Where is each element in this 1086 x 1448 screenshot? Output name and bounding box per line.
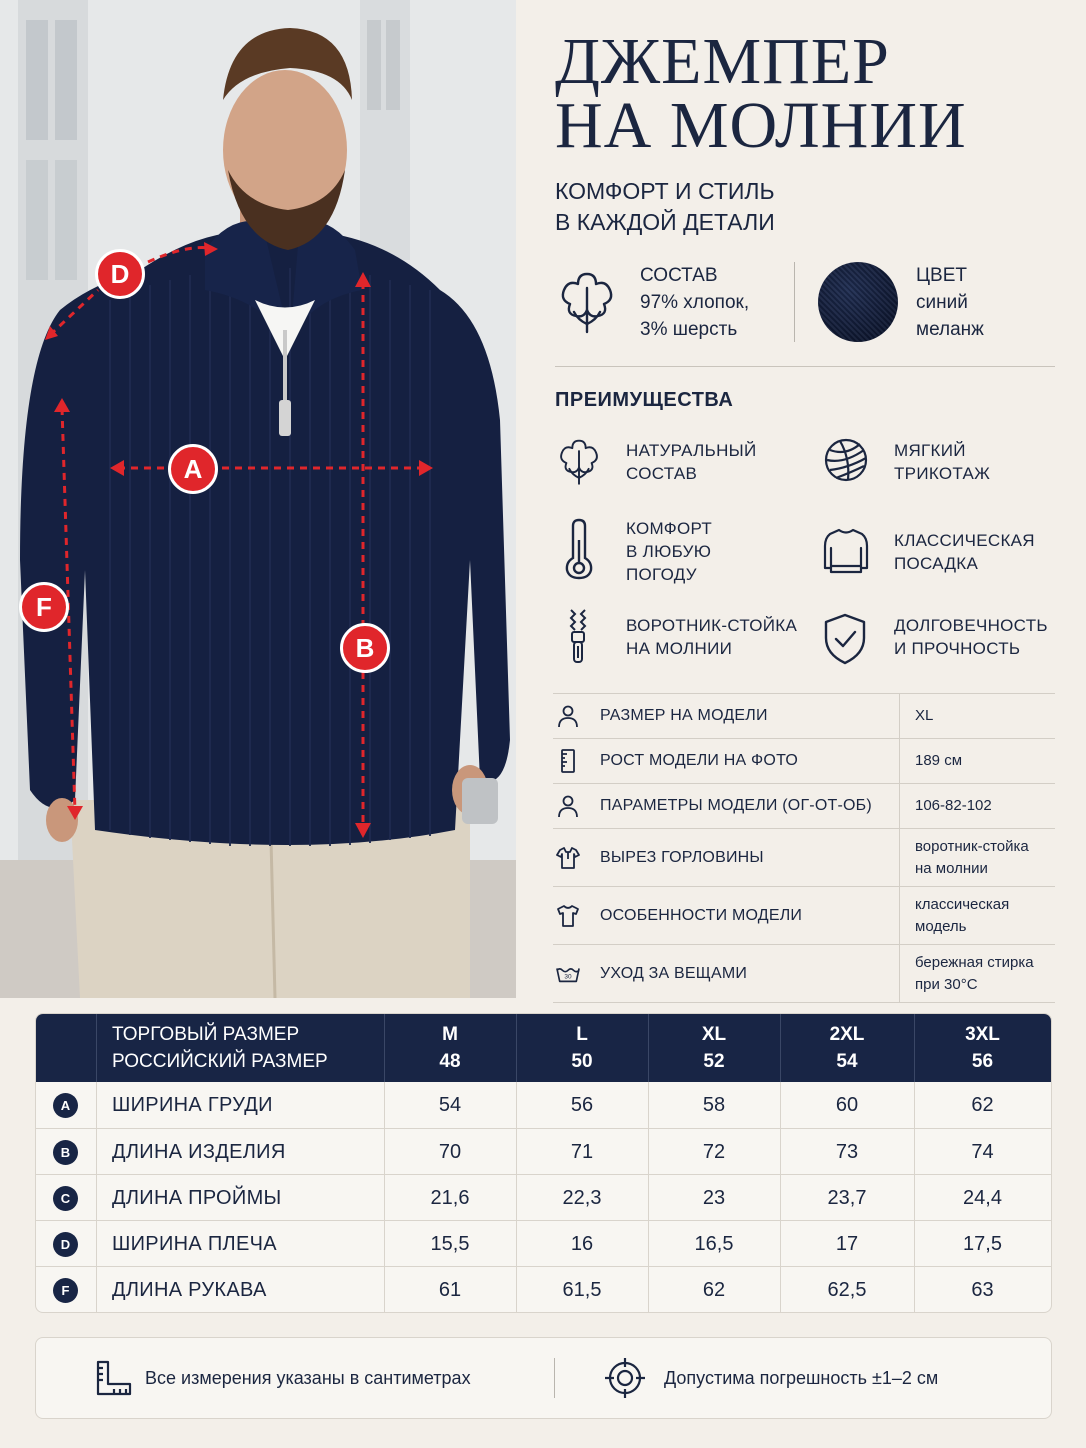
tshirt-icon xyxy=(556,904,580,928)
color-swatch xyxy=(818,262,898,342)
header-size-xl xyxy=(648,1021,780,1089)
advantage-line: МЯГКИЙ xyxy=(894,441,966,460)
advantage-natural xyxy=(626,439,757,485)
marker-a: A xyxy=(168,444,218,494)
measure-code-badge: A xyxy=(53,1093,78,1118)
measure-value: 72 xyxy=(702,1141,726,1163)
measure-value: 58 xyxy=(702,1094,726,1116)
measure-value: 70 xyxy=(438,1141,462,1163)
info-sep xyxy=(899,784,900,828)
info-value-line: модель xyxy=(915,917,967,935)
color xyxy=(916,262,984,343)
measure-name: ДЛИНА РУКАВА xyxy=(112,1279,267,1301)
header-size-l xyxy=(516,1021,648,1089)
size-trade: 3XL xyxy=(965,1024,1000,1045)
advantage-line: КОМФОРТ xyxy=(626,519,713,538)
measure-value: 17,5 xyxy=(963,1233,1002,1255)
advantage-line: ВОРОТНИК-СТОЙКА xyxy=(626,616,798,635)
measure-value: 71 xyxy=(570,1141,594,1163)
size-ru: 54 xyxy=(836,1051,858,1072)
measure-value: 17 xyxy=(835,1233,859,1255)
measure-value: 15,5 xyxy=(430,1233,470,1255)
measure-name: ШИРИНА ПЛЕЧА xyxy=(112,1233,277,1255)
info-value-line: воротник-стойка xyxy=(915,837,1029,855)
note-divider xyxy=(554,1358,555,1398)
subtitle-line-2: В КАЖДОЙ ДЕТАЛИ xyxy=(555,209,775,235)
header-line: ТОРГОВЫЙ РАЗМЕР xyxy=(112,1024,300,1045)
measure-value: 22,3 xyxy=(562,1187,602,1209)
ruler-icon xyxy=(94,1358,134,1398)
measure-value: 74 xyxy=(971,1141,994,1163)
person-icon xyxy=(556,794,580,818)
header-size-2xl xyxy=(780,1021,914,1089)
ruler-icon xyxy=(556,749,580,773)
header-sep xyxy=(96,1014,97,1082)
info-value xyxy=(915,795,992,817)
table-row xyxy=(36,1082,1051,1128)
info-value-line: на молнии xyxy=(915,859,988,877)
zipper-icon xyxy=(563,608,593,666)
measure-code-badge: D xyxy=(53,1232,78,1257)
info-value xyxy=(915,836,1029,880)
measure-value: 62 xyxy=(971,1094,994,1116)
size-trade: M xyxy=(442,1024,458,1045)
table-row xyxy=(36,1220,1051,1267)
size-ru: 50 xyxy=(571,1051,593,1072)
yarn-ball-icon xyxy=(822,436,870,484)
advantage-line: СОСТАВ xyxy=(626,464,698,483)
info-value xyxy=(915,952,1034,996)
advantages-title: ПРЕИМУЩЕСТВА xyxy=(555,389,734,411)
title-line-1: ДЖЕМПЕР xyxy=(555,25,890,98)
measure-value: 61 xyxy=(438,1279,462,1301)
product-subtitle xyxy=(555,176,775,238)
size-ru: 56 xyxy=(971,1051,994,1072)
advantage-line: ПОГОДУ xyxy=(626,565,697,584)
measure-value: 62,5 xyxy=(827,1279,867,1301)
info-sep xyxy=(899,945,900,1002)
info-label: РОСТ МОДЕЛИ НА ФОТО xyxy=(600,752,798,769)
size-trade: L xyxy=(576,1024,588,1045)
info-row-params xyxy=(553,783,1055,828)
model-info-table xyxy=(553,693,1055,1003)
marker-f: F xyxy=(19,582,69,632)
advantage-line: В ЛЮБУЮ xyxy=(626,542,712,561)
size-table-header xyxy=(36,1014,1051,1082)
size-trade: XL xyxy=(701,1024,727,1045)
measure-value: 16 xyxy=(570,1233,594,1255)
info-row-features xyxy=(553,886,1055,944)
measure-value: 54 xyxy=(438,1094,462,1116)
info-row-neckline xyxy=(553,828,1055,886)
info-label: УХОД ЗА ВЕЩАМИ xyxy=(600,964,748,982)
info-sep xyxy=(899,887,900,944)
note-tolerance: Допустима погрешность ±1–2 см xyxy=(664,1368,939,1388)
spec-divider xyxy=(794,262,795,342)
advantage-durability xyxy=(894,614,1048,660)
info-label: РАЗМЕР НА МОДЕЛИ xyxy=(600,707,768,724)
color-label: ЦВЕТ xyxy=(916,265,968,286)
info-value xyxy=(915,705,933,727)
model-photo-illustration xyxy=(0,0,516,998)
info-value-line: 189 см xyxy=(915,752,963,769)
row-sep xyxy=(96,1267,97,1313)
measure-value: 24,4 xyxy=(963,1187,1002,1209)
row-sep xyxy=(96,1129,97,1175)
measure-code-badge: B xyxy=(53,1140,78,1165)
svg-text:30: 30 xyxy=(564,973,572,981)
info-row-height xyxy=(553,738,1055,783)
header-size-m xyxy=(384,1021,516,1089)
size-ru: 52 xyxy=(703,1051,725,1072)
advantage-line: ТРИКОТАЖ xyxy=(894,464,991,483)
measure-value: 73 xyxy=(835,1141,859,1163)
measure-code-badge: C xyxy=(53,1186,78,1211)
person-icon xyxy=(556,704,580,728)
color-line-2: меланж xyxy=(916,319,984,340)
advantage-line: КЛАССИЧЕСКАЯ xyxy=(894,531,1035,550)
cotton-icon xyxy=(556,266,618,334)
measure-value: 56 xyxy=(570,1094,594,1116)
measure-value: 23 xyxy=(702,1187,726,1209)
info-value-line: XL xyxy=(915,707,934,724)
advantage-line: НАТУРАЛЬНЫЙ xyxy=(626,441,757,460)
wash-icon xyxy=(556,962,580,986)
sweater-icon xyxy=(822,526,870,576)
info-label: ОСОБЕННОСТИ МОДЕЛИ xyxy=(600,906,803,924)
measure-value: 62 xyxy=(702,1279,726,1301)
measure-value: 60 xyxy=(835,1094,859,1116)
info-row-care xyxy=(553,944,1055,1003)
composition-line-1: 97% хлопок, xyxy=(640,292,750,313)
advantage-comfort xyxy=(626,517,712,586)
measure-name: ДЛИНА ИЗДЕЛИЯ xyxy=(112,1141,286,1163)
size-trade: 2XL xyxy=(829,1024,865,1045)
header-line: РОССИЙСКИЙ РАЗМЕР xyxy=(112,1051,328,1072)
thermometer-icon xyxy=(563,518,595,580)
advantage-line: И ПРОЧНОСТЬ xyxy=(894,639,1021,658)
measure-value: 63 xyxy=(971,1279,994,1301)
marker-b: B xyxy=(340,623,390,673)
advantage-line: ПОСАДКА xyxy=(894,554,979,573)
size-ru: 48 xyxy=(439,1051,461,1072)
title-line-2: НА МОЛНИИ xyxy=(555,89,967,162)
neckline-icon xyxy=(556,846,580,870)
measure-name: ШИРИНА ГРУДИ xyxy=(112,1094,273,1116)
cotton-icon xyxy=(556,434,602,486)
composition-line-2: 3% шерсть xyxy=(640,319,738,340)
color-line-1: синий xyxy=(916,292,968,313)
target-icon xyxy=(604,1357,646,1399)
info-label: ПАРАМЕТРЫ МОДЕЛИ (ОГ-ОТ-ОБ) xyxy=(600,797,872,814)
info-label: ВЫРЕЗ ГОРЛОВИНЫ xyxy=(600,848,764,866)
info-value-line: классическая xyxy=(915,895,1010,913)
row-sep xyxy=(96,1082,97,1128)
size-table xyxy=(35,1013,1052,1313)
composition-label: СОСТАВ xyxy=(640,265,718,286)
divider xyxy=(555,366,1055,367)
table-row xyxy=(36,1174,1051,1221)
header-size-type xyxy=(112,1021,328,1089)
advantage-line: ДОЛГОВЕЧНОСТЬ xyxy=(894,616,1048,635)
info-value xyxy=(915,894,1009,938)
table-row xyxy=(36,1266,1051,1313)
header-size-3xl xyxy=(914,1021,1051,1089)
measure-value: 61,5 xyxy=(562,1279,602,1301)
measure-value: 23,7 xyxy=(827,1187,867,1209)
measure-code-badge: F xyxy=(53,1278,78,1303)
measure-value: 21,6 xyxy=(430,1187,470,1209)
table-row xyxy=(36,1128,1051,1175)
info-sep xyxy=(899,739,900,783)
note-units: Все измерения указаны в сантиметрах xyxy=(145,1368,471,1388)
product-photo xyxy=(0,0,516,998)
advantage-line: НА МОЛНИИ xyxy=(626,639,733,658)
row-sep xyxy=(96,1175,97,1221)
info-sep xyxy=(899,829,900,886)
advantage-zip-collar xyxy=(626,614,797,660)
measure-value: 16,5 xyxy=(694,1233,734,1255)
product-title xyxy=(555,25,967,162)
info-value-line: при 30°C xyxy=(915,975,978,993)
info-row-size xyxy=(553,693,1055,738)
info-value-line: 106-82-102 xyxy=(915,797,992,814)
info-value-line: бережная стирка xyxy=(915,953,1034,971)
subtitle-line-1: КОМФОРТ И СТИЛЬ xyxy=(555,178,775,204)
composition xyxy=(640,262,749,343)
info-value xyxy=(915,750,962,772)
advantage-classic-fit xyxy=(894,529,1035,575)
marker-d: D xyxy=(95,249,145,299)
row-sep xyxy=(96,1221,97,1267)
advantage-soft-knit xyxy=(894,439,990,485)
measurement-note xyxy=(35,1337,1052,1419)
measure-name: ДЛИНА ПРОЙМЫ xyxy=(112,1187,282,1209)
info-sep xyxy=(899,694,900,738)
shield-check-icon xyxy=(822,612,868,666)
